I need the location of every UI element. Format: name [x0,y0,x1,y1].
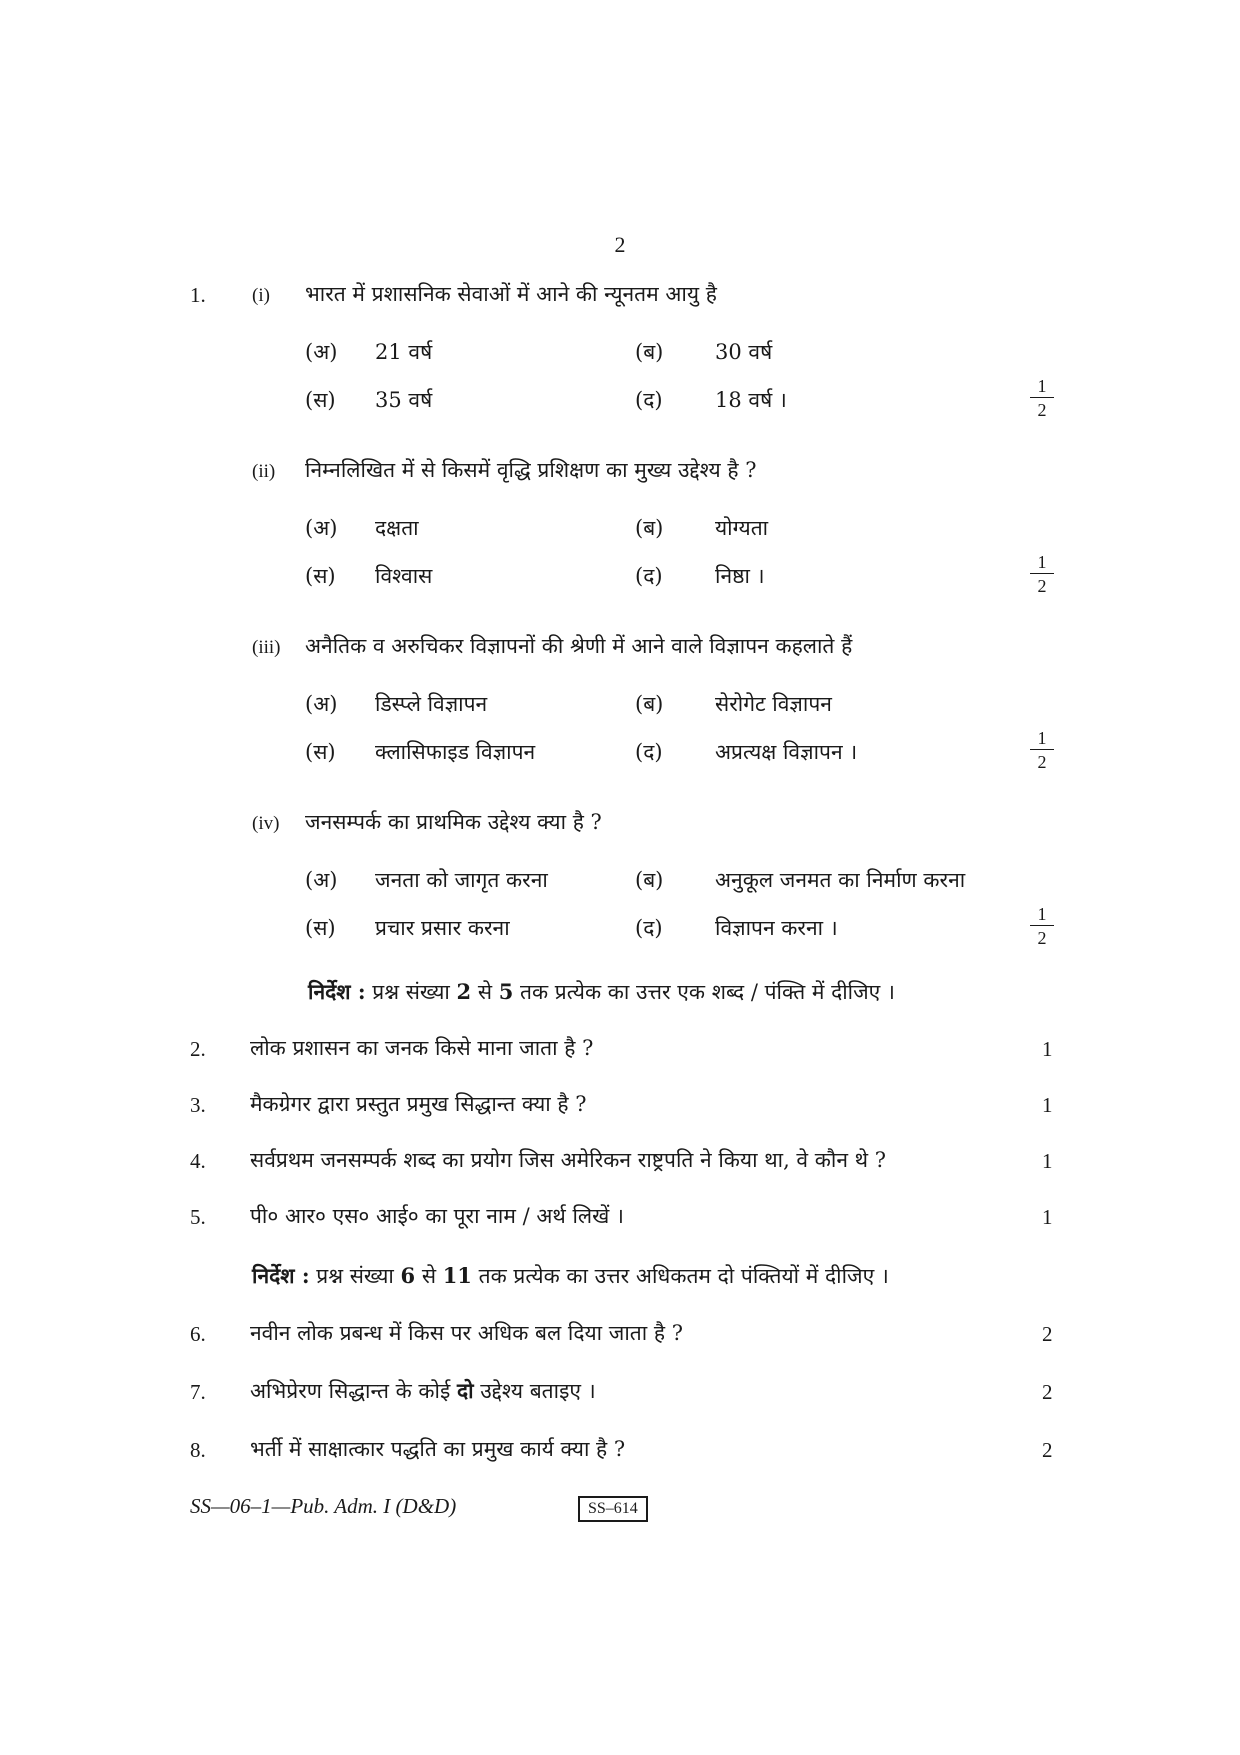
option-text: 18 वर्ष । [715,388,787,412]
page-number: 2 [614,232,626,257]
question-text-part: उद्देश्य बताइए । [473,1379,596,1403]
paper-code: SS—06–1—Pub. Adm. I (D&D) [190,1494,457,1518]
option-text: 35 वर्ष [375,388,433,412]
option-key: (ब) [635,692,664,716]
question-mark: 1 [1042,1149,1053,1173]
paper-code-box: SS–614 [578,1496,648,1522]
part-question-text: अनैतिक व अरुचिकर विज्ञापनों की श्रेणी में आने वाले विज्ञापन कहलाते हैं [305,634,853,658]
option-text: सेरोगेट विज्ञापन [715,692,832,716]
question-text: भर्ती में साक्षात्कार पद्धति का प्रमुख कार्य क्या है ? [250,1437,626,1461]
option-key: (स) [305,564,336,588]
option-key: (स) [305,388,336,412]
instruction-text: तक प्रत्येक का उत्तर एक शब्द / पंक्ति में दीजिए । [513,980,895,1004]
mark-denominator: 2 [1037,752,1047,772]
option-key: (ब) [635,340,664,364]
instruction-6-to-11 [252,1262,889,1290]
option-key: (ब) [635,868,664,892]
instruction-label: निर्देश : [252,1263,310,1288]
instruction-text: से [471,980,499,1004]
option-key: (द) [635,740,663,764]
part-label: (ii) [252,461,276,482]
mark-numerator: 1 [1037,904,1047,924]
part-label: (i) [252,285,270,306]
instruction-text: प्रश्न संख्या [309,1264,401,1288]
half-mark [1030,905,1054,947]
instruction-text: से [415,1264,443,1288]
instruction-text: तक प्रत्येक का उत्तर अधिकतम दो पंक्तियों में दीजिए । [471,1264,889,1288]
option-text: निष्ठा । [715,564,765,588]
option-key: (अ) [305,692,338,716]
part-question-text: निम्नलिखित में से किसमें वृद्धि प्रशिक्षण का मुख्य उद्देश्य है ? [305,458,757,482]
option-text: दक्षता [375,516,419,540]
question-mark: 1 [1042,1093,1053,1117]
question-text-emphasis: दो [456,1378,474,1403]
question-number: 4. [190,1149,206,1173]
part-label: (iv) [252,813,280,834]
instruction-number: 6 [400,1263,416,1288]
part-question-text: जनसम्पर्क का प्राथमिक उद्देश्य क्या है ? [305,810,602,834]
option-key: (अ) [305,340,338,364]
option-text: योग्यता [715,516,769,540]
option-key: (द) [635,388,663,412]
instruction-2-to-5 [308,978,895,1006]
option-text: विश्वास [375,564,433,588]
question-text: पी० आर० एस० आई० का पूरा नाम / अर्थ लिखें । [250,1204,624,1228]
option-text: 21 वर्ष [375,340,433,364]
question-mark: 2 [1042,1322,1053,1346]
mark-numerator: 1 [1037,376,1047,396]
question-mark: 2 [1042,1380,1053,1404]
question-text-part: अभिप्रेरण सिद्धान्त के कोई [250,1379,457,1403]
question-mark: 1 [1042,1037,1053,1061]
part-question-text: भारत में प्रशासनिक सेवाओं में आने की न्यूनतम आयु है [305,282,717,306]
option-text: जनता को जागृत करना [375,868,548,892]
option-key: (ब) [635,516,664,540]
question-number: 2. [190,1037,206,1061]
instruction-number: 5 [498,979,514,1004]
option-key: (अ) [305,516,338,540]
question-number: 8. [190,1438,206,1462]
mark-numerator: 1 [1037,728,1047,748]
option-text: प्रचार प्रसार करना [375,916,510,940]
question-number: 6. [190,1322,206,1346]
half-mark [1030,553,1054,595]
instruction-number: 2 [456,979,472,1004]
instruction-label: निर्देश : [308,979,366,1004]
question-number: 3. [190,1093,206,1117]
question-number-1: 1. [190,283,206,307]
option-key: (स) [305,916,336,940]
half-mark [1030,377,1054,419]
option-key: (स) [305,740,336,764]
option-text: अप्रत्यक्ष विज्ञापन । [715,740,858,764]
instruction-text: प्रश्न संख्या [365,980,457,1004]
half-mark [1030,729,1054,771]
question-mark: 2 [1042,1438,1053,1462]
mark-denominator: 2 [1037,928,1047,948]
option-text: क्लासिफाइड विज्ञापन [375,740,536,764]
question-text: लोक प्रशासन का जनक किसे माना जाता है ? [250,1036,594,1060]
question-text: सर्वप्रथम जनसम्पर्क शब्द का प्रयोग जिस अमेरिकन राष्ट्रपति ने किया था, वे कौन थे ? [250,1148,887,1172]
option-text: डिस्प्ले विज्ञापन [375,692,488,716]
question-number: 5. [190,1205,206,1229]
option-text: विज्ञापन करना । [715,916,838,940]
instruction-number: 11 [442,1263,472,1288]
part-label: (iii) [252,637,281,658]
question-text: नवीन लोक प्रबन्ध में किस पर अधिक बल दिया जाता है ? [250,1321,683,1345]
question-text: मैकग्रेगर द्वारा प्रस्तुत प्रमुख सिद्धान्त क्या है ? [250,1092,587,1116]
option-key: (अ) [305,868,338,892]
mark-denominator: 2 [1037,576,1047,596]
mark-denominator: 2 [1037,400,1047,420]
question-number: 7. [190,1380,206,1404]
option-key: (द) [635,564,663,588]
option-text: 30 वर्ष [715,340,773,364]
question-mark: 1 [1042,1205,1053,1229]
option-text: अनुकूल जनमत का निर्माण करना [715,868,966,892]
question-text [250,1377,596,1405]
option-key: (द) [635,916,663,940]
mark-numerator: 1 [1037,552,1047,572]
